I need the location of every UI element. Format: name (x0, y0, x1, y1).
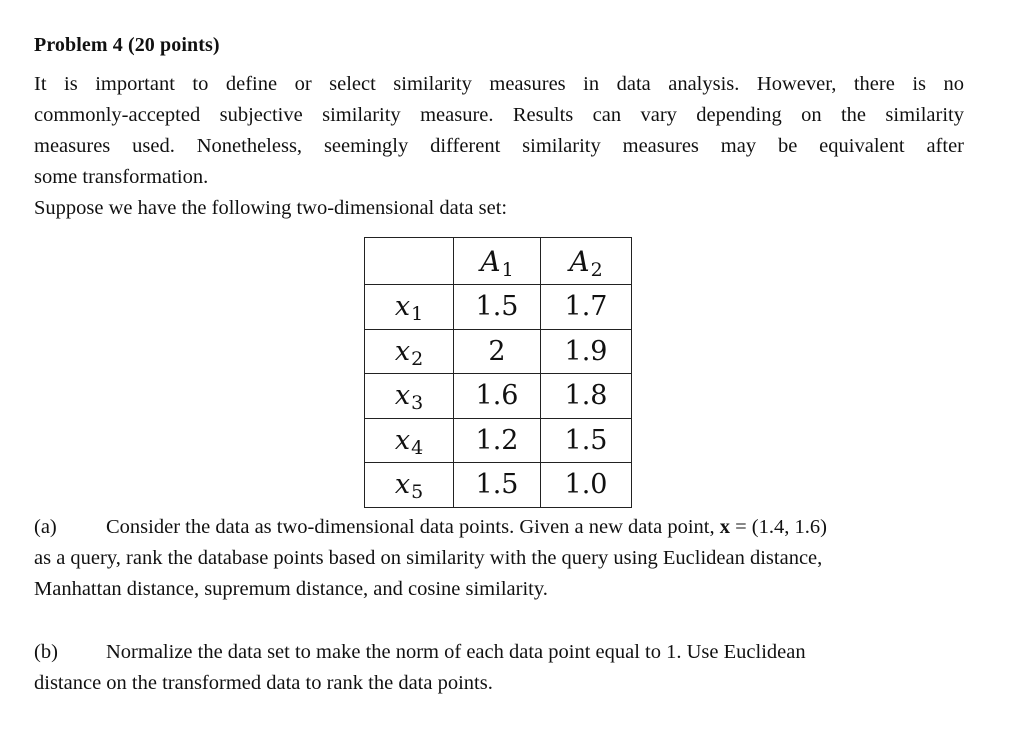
intro-line: measures used. Nonetheless, seemingly different similarity measures may be equivalent after (34, 135, 964, 157)
suppose-sentence: Suppose we have the following two-dimensional data set: (34, 197, 508, 219)
part-a-label: (a) (34, 516, 57, 538)
cell-a1: 1.5 (454, 285, 541, 330)
cell-a1: 1.6 (454, 374, 541, 419)
part-b-line1: (b) Normalize the data set to make the norm of each data point equal to 1. Use Euclidean (34, 637, 964, 668)
cell-a2: 1.0 (541, 463, 632, 508)
header-cell-a1: A1 (454, 238, 541, 285)
table-row (365, 418, 632, 463)
intro-line: commonly-accepted subjective similarity measure. Results can vary depending on the similarity (34, 104, 964, 126)
row-label: x2 (365, 329, 454, 374)
problem-page (34, 34, 964, 224)
query-variable: x (719, 516, 730, 538)
part-a (34, 512, 964, 605)
cell-a1: 1.2 (454, 418, 541, 463)
part-b-line2: distance on the transformed data to rank the data points. (34, 672, 493, 694)
part-a-line1: (a) Consider the data as two-dimensional data points. Given a new data point, x = (1.4, 1.6) (34, 512, 964, 543)
part-a-line2: as a query, rank the database points based on similarity with the query using Euclidean distance, (34, 547, 823, 569)
row-label: x3 (365, 374, 454, 419)
intro-paragraph (34, 69, 964, 193)
row-label: x1 (365, 285, 454, 330)
cell-a1: 2 (454, 329, 541, 374)
part-a-line3: Manhattan distance, supremum distance, and cosine similarity. (34, 578, 548, 600)
row-label: x5 (365, 463, 454, 508)
table-row (365, 285, 632, 330)
table-row (365, 463, 632, 508)
cell-a1: 1.5 (454, 463, 541, 508)
cell-a2: 1.9 (541, 329, 632, 374)
intro-line: some transformation. (34, 166, 209, 188)
data-table (364, 237, 632, 508)
table-row (365, 374, 632, 419)
table-header-row (365, 238, 632, 285)
cell-a2: 1.8 (541, 374, 632, 419)
problem-title: Problem 4 (20 points) (34, 34, 220, 56)
table-row (365, 329, 632, 374)
intro-line: It is important to define or select similarity measures in data analysis. However, there is no (34, 73, 964, 95)
table-corner-cell (365, 238, 454, 285)
row-label: x4 (365, 418, 454, 463)
header-cell-a2: A2 (541, 238, 632, 285)
cell-a2: 1.7 (541, 285, 632, 330)
part-b-label: (b) (34, 641, 58, 663)
part-b (34, 637, 964, 699)
cell-a2: 1.5 (541, 418, 632, 463)
